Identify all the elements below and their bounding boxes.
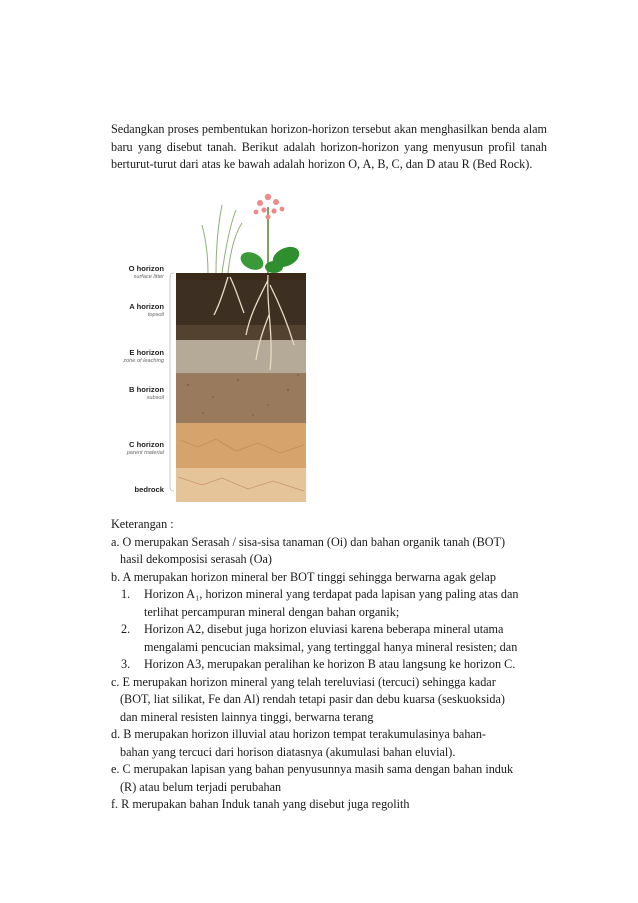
note-b-sub-2-line-1: Horizon A2, disebut juga horizon eluviasi karena beberapa mineral utama (144, 622, 504, 636)
flower-cluster (254, 194, 285, 220)
leaf (238, 249, 267, 274)
note-d-line-2: bahan yang tercuci dari horison diatasnya (akumulasi bahan eluvial). (120, 744, 456, 759)
note-d (111, 726, 551, 761)
note-c-line-1: c. E merupakan horizon mineral yang telah tereluviasi (tercuci) sehingga kadar (111, 674, 496, 689)
sublabel-e-horizon: zone of leaching (123, 358, 164, 364)
label-c-horizon: C horizon (128, 440, 164, 449)
soil-profile-illustration (118, 185, 306, 502)
sublabel-a-horizon: topsoil (147, 312, 164, 318)
layer-transition (176, 325, 306, 341)
note-b-sub-2-line-2: mengalami pencucian maksimal, yang tertinggal hanya mineral resisten; dan (144, 639, 518, 654)
note-c-line-2: (BOT, liat silikat, Fe dan Al) rendah tetapi pasir dan debu kuarsa (seskuoksida) (120, 692, 505, 706)
layer-parent-material (176, 423, 306, 468)
note-f-line-1: f. R merupakan bahan Induk tanah yang disebut juga regolith (111, 797, 410, 811)
note-b (111, 569, 551, 674)
note-c (111, 674, 551, 727)
note-f (111, 796, 551, 814)
note-b-sub-1-number: 1. (121, 587, 131, 601)
sublabel-o-horizon: surface litter (133, 274, 164, 280)
layer-subsoil (176, 373, 306, 423)
label-bedrock: bedrock (134, 485, 164, 494)
label-o-horizon: O horizon (128, 264, 164, 273)
notes-heading: Keterangan : (111, 517, 174, 531)
layer-litter (176, 273, 306, 280)
note-b-sub-3 (111, 656, 551, 674)
note-a-line-1: a. O merupakan Serasah / sisa-sisa tanaman (Oi) dan bahan organik tanah (BOT) (111, 534, 506, 549)
note-e-line-2: (R) atau belum terjadi perubahan (120, 779, 282, 794)
note-b-sub-1 (111, 586, 551, 621)
note-e (111, 761, 551, 796)
leaf (265, 261, 283, 273)
note-b-sub-3-line-1: Horizon A3, merupakan peralihan ke horizon B atau langsung ke horizon C. (144, 657, 516, 671)
sublabel-b-horizon: subsoil (146, 395, 164, 401)
note-b-sub-3-number: 3. (121, 657, 131, 671)
note-b-sub-1-line-1: Horizon A₁, horizon mineral yang terdapat pada lapisan yang paling atas dan (144, 587, 519, 601)
note-d-line-1: d. B merupakan horizon illuvial atau horizon tempat terakumulasinya bahan- (111, 727, 486, 741)
intro-paragraph: Sedangkan proses pembentukan horizon-horizon tersebut akan menghasilkan benda alam baru yang disebut tanah. Berikut adalah horizon-horizon yang menyusun profil tanah berturut-turut dari atas ke bawah adalah horizon O, A, B, C, dan D atau R (Bed Rock). (111, 122, 547, 171)
note-c-line-3: dan mineral resisten lainnya tinggi, berwarna terang (120, 709, 374, 724)
soil-profile-figure (118, 185, 306, 502)
label-e-horizon: E horizon (129, 348, 164, 357)
label-b-horizon: B horizon (128, 385, 164, 394)
note-a-line-2: hasil dekomposisi serasah (Oa) (120, 552, 272, 566)
notes-section (111, 516, 551, 814)
note-e-line-1: e. C merupakan lapisan yang bahan penyusunnya masih sama dengan bahan induk (111, 762, 514, 776)
layer-leaching (176, 340, 306, 373)
grass-stems (202, 205, 242, 273)
note-b-sub-1-line-2: terlihat percampuran mineral dengan bahan organik; (144, 604, 400, 619)
note-b-sub-2-number: 2. (121, 622, 131, 636)
horizon-bracket (170, 273, 174, 491)
note-b-sub-2 (111, 621, 551, 656)
note-a (111, 534, 551, 569)
sublabel-c-horizon: parent material (126, 450, 164, 456)
label-a-horizon: A horizon (129, 302, 164, 311)
note-b-line-1: b. A merupakan horizon mineral ber BOT tinggi sehingga berwarna agak gelap (111, 569, 496, 584)
